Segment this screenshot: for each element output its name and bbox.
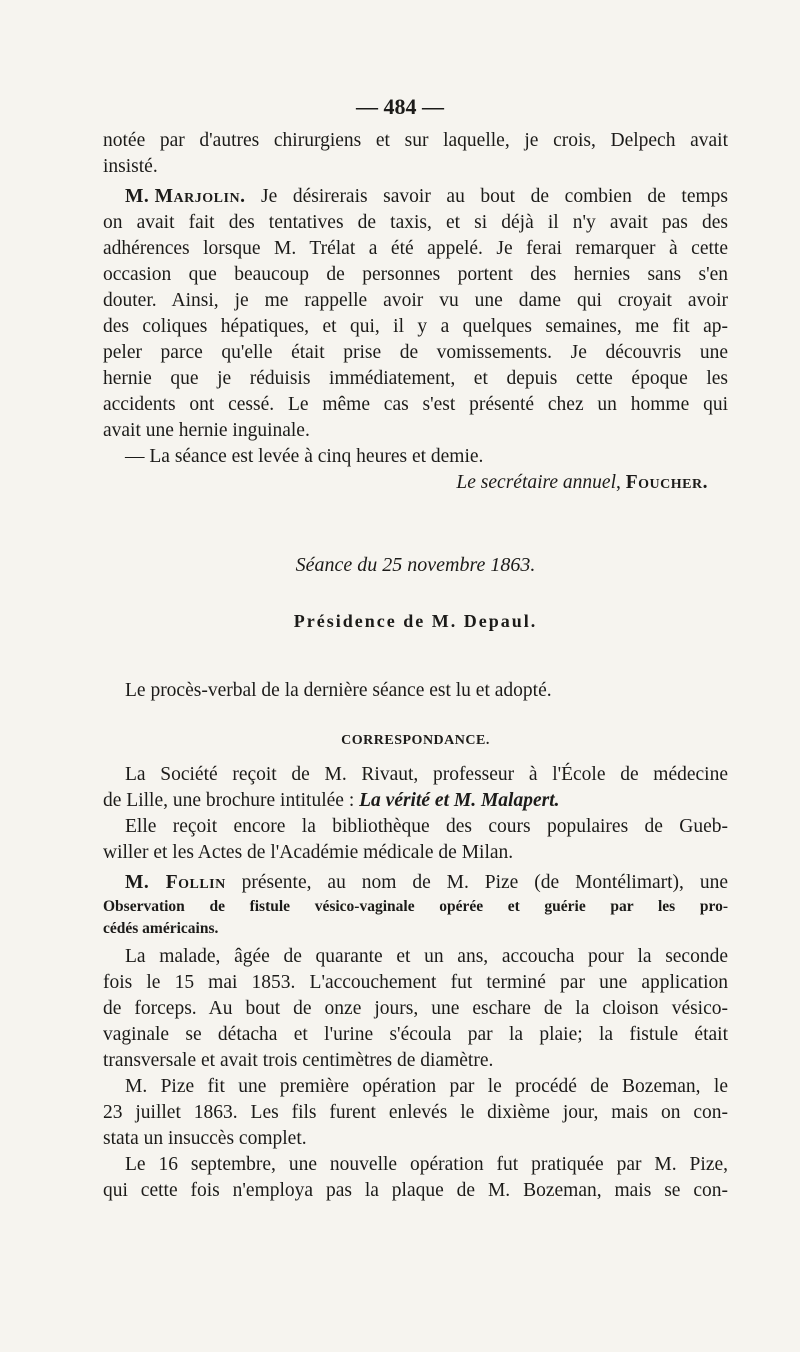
session-title: Séance du 25 novembre 1863. [295,554,536,576]
text-line: de forceps. Au bout de onze jours, une eschare de la cloison vésico- [103,998,728,1019]
presidency-block [103,608,728,634]
minutes-block [103,678,728,704]
text-line: La Société reçoit de M. Rivaut, professeur à l'École de médecine [125,764,728,785]
speaker-name: M. Marjolin. [125,186,246,207]
follin-paragraph [103,870,728,940]
text-line: douter. Ainsi, je me rappelle avoir vu une dame qui croyait avoir [103,290,728,311]
text-line: qui cette fois n'employa pas la plaque de M. Bozeman, mais se con- [103,1180,728,1201]
text-line: accidents ont cessé. Le même cas s'est présenté chez un homme qui [103,394,728,415]
signature-role: Le secrétaire annuel [456,472,616,493]
case-paragraph [103,944,728,1204]
text-line: fois le 15 mai 1853. L'accouchement fut terminé par une application [103,972,728,993]
brochure-title: La vérité et M. Malapert. [359,790,560,811]
observation-title-line: Observation de fistule vésico-vaginale opérée et guérie par les pro- [103,898,728,915]
correspondence-paragraph [103,762,728,866]
minutes-line: Le procès-verbal de la dernière séance est lu et adopté. [125,680,552,701]
text-line: avait une hernie inguinale. [103,420,310,441]
text-line: transversale et avait trois centimètres de diamètre. [103,1050,494,1071]
page-number: — 484 — [356,94,444,119]
session-title-block [103,552,728,578]
text-line: M. Pize fit une première opération par le procédé de Bozeman, le [125,1076,728,1097]
text-line: peler parce qu'elle était prise de vomissements. Je découvris une [103,342,728,363]
text-span: présente, au nom de M. Pize (de Montélimart), une [241,872,728,893]
text-line [103,870,728,896]
text-line: vaginale se détacha et l'urine s'écoula par la plaie; la fistule était [103,1024,728,1045]
marjolin-paragraph [103,184,728,496]
text-line: des coliques hépatiques, et qui, il y a quelques semaines, me fit ap- [103,316,728,337]
text-span: Je désirerais savoir au bout de combien de temps [261,186,728,207]
text-span: de Lille, une brochure intitulée : [103,790,360,811]
observation-title-line: cédés américains. [103,920,219,937]
top-paragraph [103,128,728,180]
text-line [103,788,728,814]
text-line: adhérences lorsque M. Trélat a été appelé. Je ferai remarquer à cette [103,238,728,259]
text-line: on avait fait des tentatives de taxis, et si déjà il n'y avait pas des [103,212,728,233]
signature-name: Foucher. [625,472,708,493]
correspondence-heading: CORRESPONDANCE. [341,733,490,748]
text-line: occasion que beaucoup de personnes portent des hernies sans s'en [103,264,728,285]
text-line [103,184,728,210]
text-line: stata un insuccès complet. [103,1128,307,1149]
text-line: hernie que je réduisis immédiatement, et depuis cette époque les [103,368,728,389]
text-line: Le 16 septembre, une nouvelle opération fut pratiquée par M. Pize, [125,1154,728,1175]
text-line: notée par d'autres chirurgiens et sur laquelle, je crois, Delpech avait [103,130,728,151]
speaker-name: M. Follin [125,872,226,893]
text-line: insisté. [103,156,158,177]
text-line: willer et les Actes de l'Académie médicale de Milan. [103,842,514,863]
closing-line: — La séance est levée à cinq heures et demie. [125,446,484,467]
presidency: Présidence de M. Depaul. [293,611,538,631]
text-line: Elle reçoit encore la bibliothèque des cours populaires de Gueb- [125,816,728,837]
correspondence-heading-block [103,728,728,754]
signature: Le secrétaire annuel, Foucher. [456,472,708,493]
text-line: 23 juillet 1863. Les fils furent enlevés le dixième jour, mais on con- [103,1102,728,1123]
text-line: La malade, âgée de quarante et un ans, accoucha pour la seconde [125,946,728,967]
